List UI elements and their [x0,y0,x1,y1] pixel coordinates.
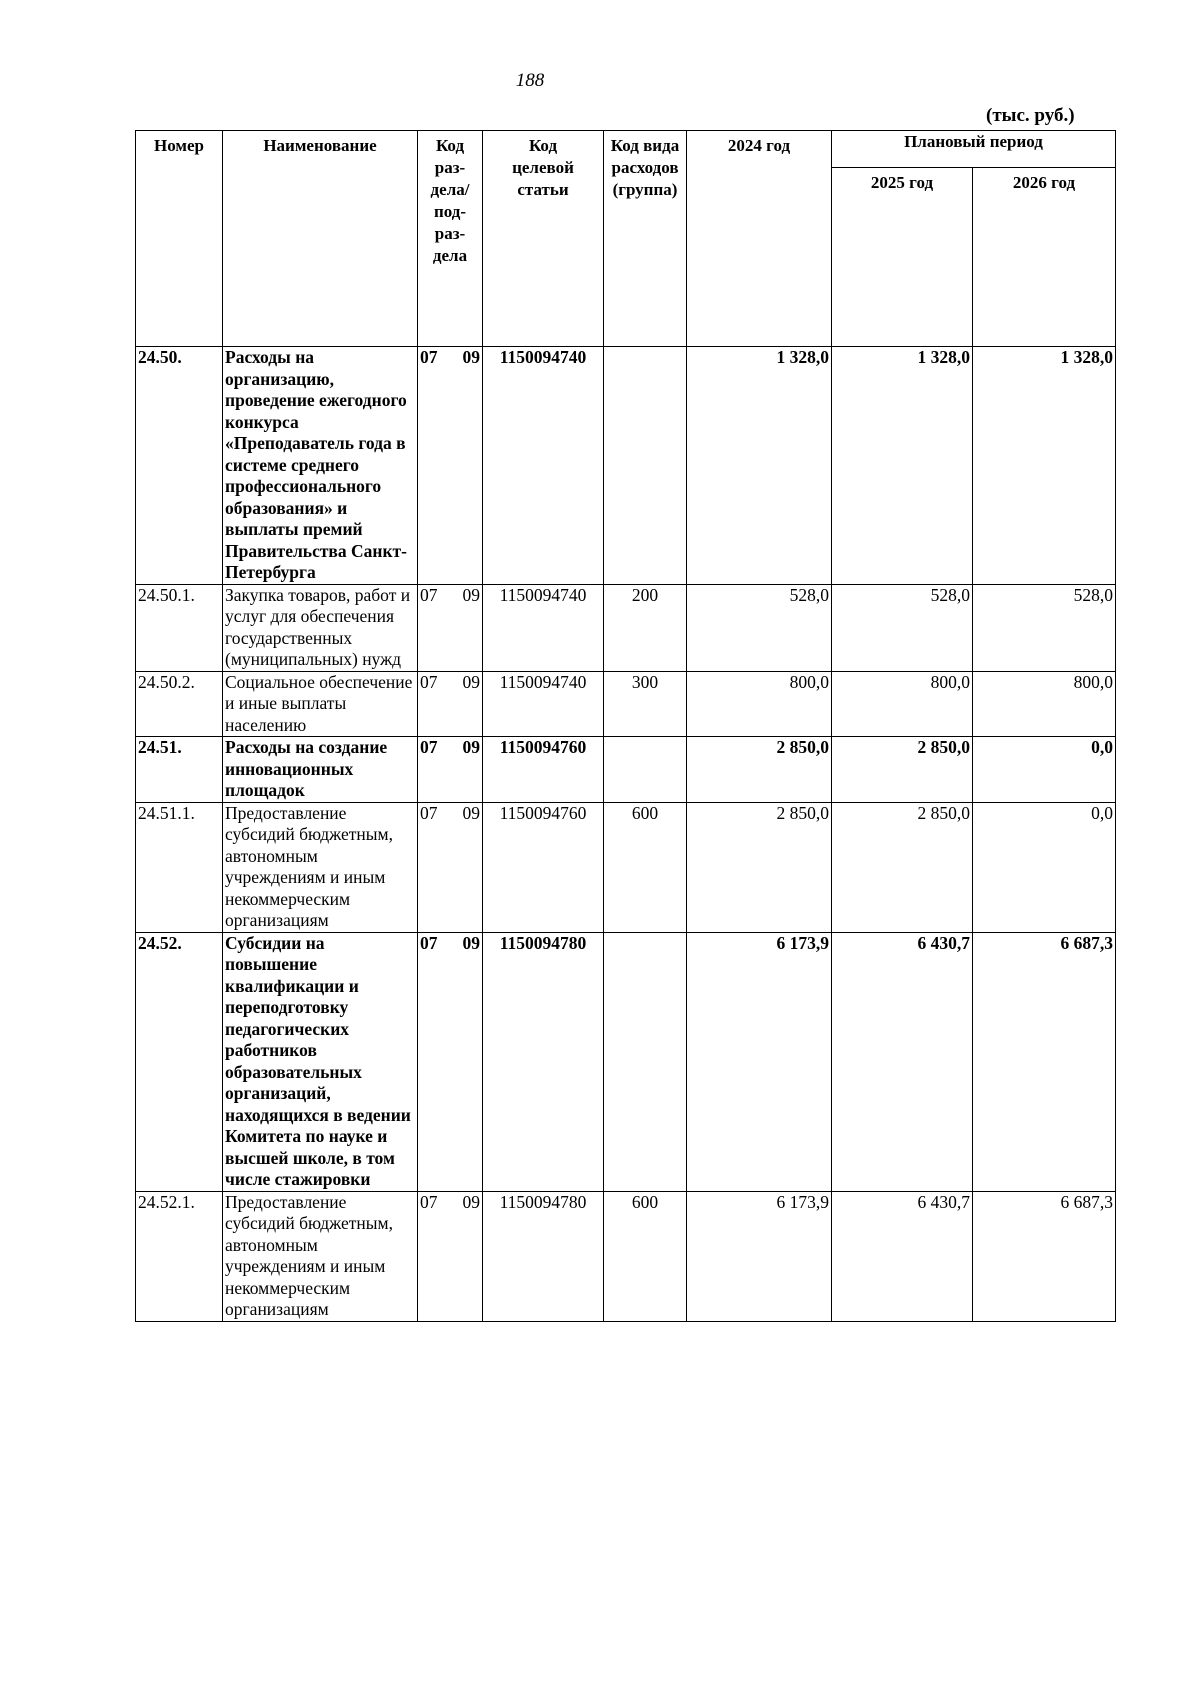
row-expense-type [604,737,687,803]
row-target-code: 1150094780 [483,1191,604,1321]
row-name: Социальное обеспечение и иные выплаты населению [223,671,418,737]
row-name: Закупка товаров, работ и услуг для обеспечения государственных (муниципальных) нужд [223,584,418,671]
header-target-code: Код целевой статьи [483,131,604,347]
row-2026: 800,0 [973,671,1116,737]
header-planned-period: Плановый период [832,131,1116,168]
row-target-code: 1150094740 [483,671,604,737]
row-target-code: 1150094740 [483,347,604,585]
row-2024: 800,0 [687,671,832,737]
header-2026: 2026 год [973,168,1116,347]
row-number: 24.50.2. [136,671,223,737]
row-number: 24.52.1. [136,1191,223,1321]
table-row [136,584,1116,671]
row-2024: 528,0 [687,584,832,671]
row-section-code: 07 09 [418,802,483,932]
table-row [136,737,1116,803]
row-section-code: 07 09 [418,932,483,1191]
row-section-code: 07 09 [418,1191,483,1321]
row-2025: 6 430,7 [832,1191,973,1321]
header-number: Номер [136,131,223,347]
table-row [136,802,1116,932]
header-name: Наименование [223,131,418,347]
row-number: 24.50. [136,347,223,585]
row-expense-type [604,932,687,1191]
row-number: 24.52. [136,932,223,1191]
row-target-code: 1150094740 [483,584,604,671]
units-label: (тыс. руб.) [986,105,1075,126]
row-2024: 2 850,0 [687,802,832,932]
row-2025: 528,0 [832,584,973,671]
header-section-code: Код раз- дела/ под- раз- дела [418,131,483,347]
table-row [136,347,1116,585]
header-2024: 2024 год [687,131,832,347]
table-row [136,1191,1116,1321]
row-2024: 6 173,9 [687,1191,832,1321]
row-expense-type: 300 [604,671,687,737]
row-2026: 6 687,3 [973,1191,1116,1321]
row-2025: 6 430,7 [832,932,973,1191]
row-number: 24.50.1. [136,584,223,671]
row-name: Расходы на создание инновационных площадок [223,737,418,803]
row-2024: 2 850,0 [687,737,832,803]
row-section-code: 07 09 [418,584,483,671]
row-2024: 1 328,0 [687,347,832,585]
row-2024: 6 173,9 [687,932,832,1191]
row-expense-type: 600 [604,1191,687,1321]
row-expense-type: 600 [604,802,687,932]
row-2026: 6 687,3 [973,932,1116,1191]
row-name: Предоставление субсидий бюджетным, автономным учреждениям и иным некоммерческим организациям [223,1191,418,1321]
row-target-code: 1150094760 [483,737,604,803]
row-2026: 1 328,0 [973,347,1116,585]
header-expense-type: Код вида расходов (группа) [604,131,687,347]
row-name: Субсидии на повышение квалификации и переподготовку педагогических работников образовательных организаций, находящихся в ведении Комитета по науке и высшей школе, в том числе стажировки [223,932,418,1191]
row-target-code: 1150094760 [483,802,604,932]
row-name: Расходы на организацию, проведение ежегодного конкурса «Преподаватель года в системе среднего профессионального образования» и выплаты премий Правительства Санкт-Петербурга [223,347,418,585]
row-section-code: 07 09 [418,737,483,803]
table-row [136,932,1116,1191]
row-section-code: 07 09 [418,671,483,737]
row-name: Предоставление субсидий бюджетным, автономным учреждениям и иным некоммерческим организациям [223,802,418,932]
budget-table [135,130,1116,1322]
header-row-1 [136,131,1116,168]
row-2026: 0,0 [973,802,1116,932]
header-2025: 2025 год [832,168,973,347]
row-2026: 528,0 [973,584,1116,671]
row-2025: 2 850,0 [832,802,973,932]
table-row [136,671,1116,737]
row-expense-type: 200 [604,584,687,671]
row-number: 24.51.1. [136,802,223,932]
row-number: 24.51. [136,737,223,803]
row-2025: 800,0 [832,671,973,737]
page-number: 188 [515,70,545,91]
row-2025: 2 850,0 [832,737,973,803]
row-2025: 1 328,0 [832,347,973,585]
row-section-code: 07 09 [418,347,483,585]
row-expense-type [604,347,687,585]
row-2026: 0,0 [973,737,1116,803]
row-target-code: 1150094780 [483,932,604,1191]
